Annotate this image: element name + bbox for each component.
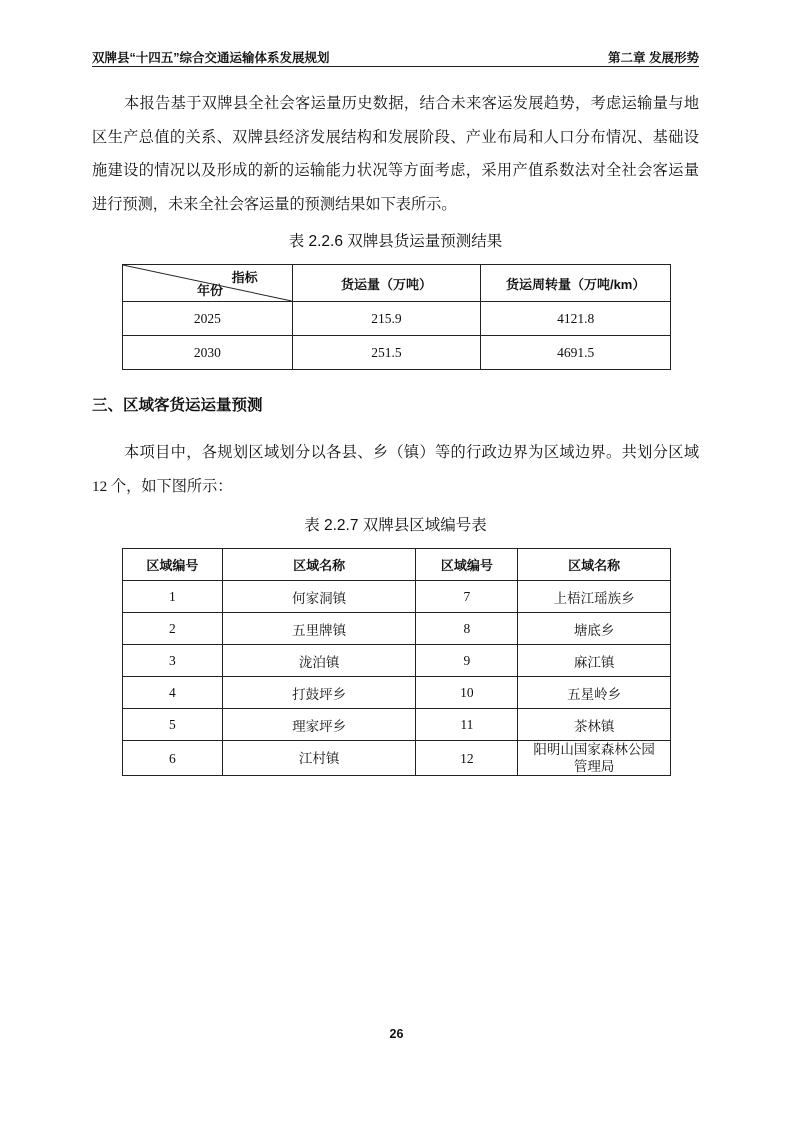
cell-region-number: 12	[416, 741, 518, 776]
cell-region-number: 2	[123, 613, 223, 645]
table-caption-region-codes: 表 2.2.7 双牌县区域编号表	[304, 517, 487, 534]
cell-region-name: 泷泊镇	[222, 645, 416, 677]
cell-region-name: 上梧江瑶族乡	[518, 581, 671, 613]
cell-volume: 215.9	[292, 302, 481, 336]
table-row	[123, 709, 671, 741]
cell-year: 2025	[123, 302, 293, 336]
section-heading-regional-forecast: 三、区域客货运运量预测	[92, 397, 263, 414]
page-number: 26	[389, 1027, 404, 1041]
header-divider	[92, 66, 699, 67]
header-document-title: 双牌县“十四五”综合交通运输体系发展规划	[92, 51, 330, 65]
cell-year: 2030	[123, 336, 293, 370]
region-code-table	[122, 548, 671, 776]
cell-region-name: 何家洞镇	[222, 581, 416, 613]
header-chapter-title: 第二章 发展形势	[608, 51, 699, 65]
table-row	[123, 741, 671, 776]
cell-region-name: 五里牌镇	[222, 613, 416, 645]
diagonal-corner-header	[123, 265, 293, 302]
cell-region-number: 1	[123, 581, 223, 613]
cell-region-number: 3	[123, 645, 223, 677]
column-header-freight-turnover: 货运周转量（万吨/km）	[481, 265, 671, 302]
column-header-region-name: 区域名称	[222, 549, 416, 581]
cell-region-name: 理家坪乡	[222, 709, 416, 741]
table-row	[123, 302, 671, 336]
corner-label-indicator: 指标	[231, 270, 258, 285]
table-row	[123, 336, 671, 370]
cell-region-name: 五星岭乡	[518, 677, 671, 709]
column-header-region-number: 区域编号	[416, 549, 518, 581]
running-header	[92, 48, 699, 68]
column-header-region-number: 区域编号	[123, 549, 223, 581]
table-row	[123, 645, 671, 677]
table-header-row	[123, 549, 671, 581]
cell-region-name: 阳明山国家森林公园管理局	[518, 741, 671, 776]
table-row	[123, 581, 671, 613]
cell-region-name: 麻江镇	[518, 645, 671, 677]
body-paragraph-forecast-method: 本报告基于双牌县全社会客运量历史数据，结合未来客运发展趋势，考虑运输量与地区生产总值的关系、双牌县经济发展结构和发展阶段、产业布局和人口分布情况、基础设施建设的情况以及形成的新的运输能力状况等方面考虑，采用产值系数法对全社会客运量进行预测，未来全社会客运量的预测结果如下表所示。	[92, 95, 699, 213]
cell-region-name: 江村镇	[222, 741, 416, 776]
corner-label-year: 年份	[197, 283, 224, 298]
cell-region-number: 8	[416, 613, 518, 645]
cell-region-number: 7	[416, 581, 518, 613]
table-header-row	[123, 265, 671, 302]
column-header-freight-volume: 货运量（万吨）	[292, 265, 481, 302]
cell-turnover: 4121.8	[481, 302, 671, 336]
cell-region-name: 打鼓坪乡	[222, 677, 416, 709]
cell-region-number: 9	[416, 645, 518, 677]
cell-region-number: 10	[416, 677, 518, 709]
table-row	[123, 613, 671, 645]
cell-region-number: 6	[123, 741, 223, 776]
table-caption-freight-forecast: 表 2.2.6 双牌县货运量预测结果	[288, 233, 503, 250]
cell-volume: 251.5	[292, 336, 481, 370]
cell-region-name: 塘底乡	[518, 613, 671, 645]
cell-region-number: 11	[416, 709, 518, 741]
freight-forecast-table	[122, 264, 671, 370]
table-row	[123, 677, 671, 709]
cell-region-name: 茶林镇	[518, 709, 671, 741]
body-paragraph-region-division: 本项目中，各规划区域划分以各县、乡（镇）等的行政边界为区域边界。共划分区域 12 个，如下图所示：	[92, 444, 699, 495]
column-header-region-name: 区域名称	[518, 549, 671, 581]
cell-region-number: 4	[123, 677, 223, 709]
cell-region-number: 5	[123, 709, 223, 741]
cell-turnover: 4691.5	[481, 336, 671, 370]
